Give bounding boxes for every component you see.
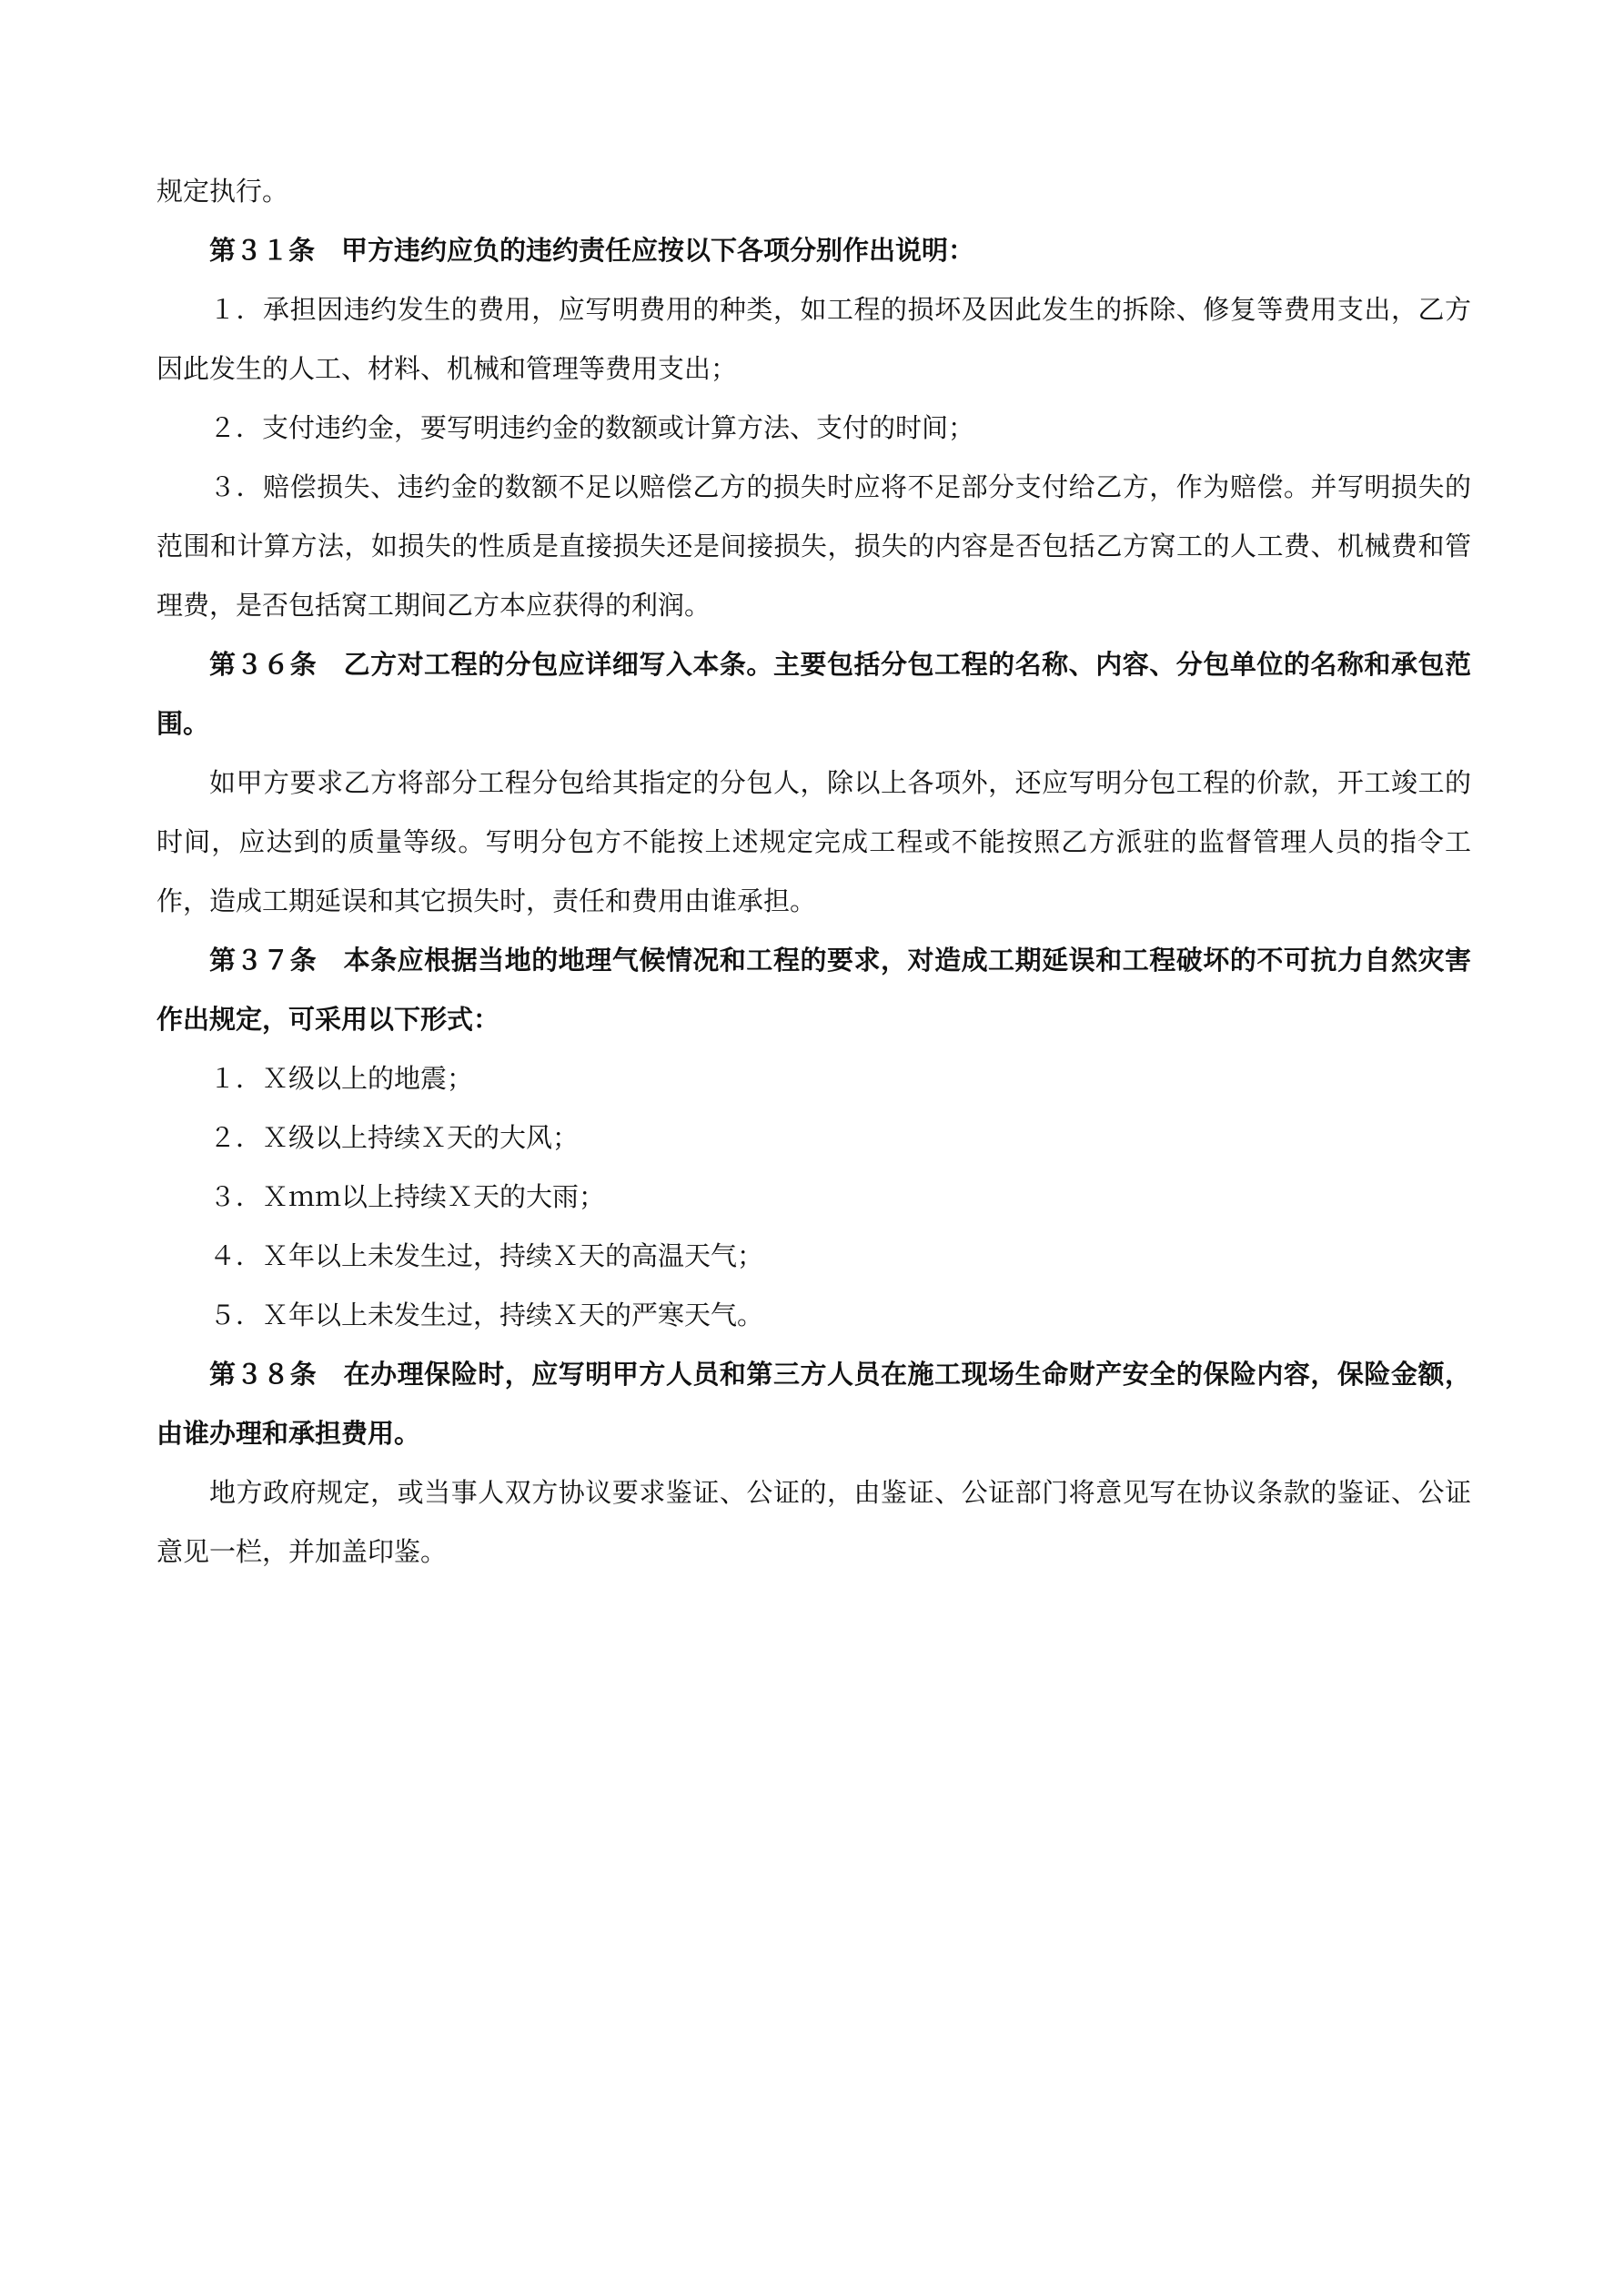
article-38-heading: 第３８条 在办理保险时，应写明甲方人员和第三方人员在施工现场生命财产安全的保险内容，保险金额，由谁办理和承担费用。: [156, 1359, 1471, 1449]
article-37-item-1: １．Ｘ级以上的地震；: [209, 1063, 474, 1094]
article-31-item-3: ３．赔偿损失、违约金的数额不足以赔偿乙方的损失时应将不足部分支付给乙方，作为赔偿。并写明损失的范围和计算方法，如损失的性质是直接损失还是间接损失，损失的内容是否包括乙方窝工的人工费、机械费和管理费，是否包括窝工期间乙方本应获得的利润。: [156, 471, 1471, 621]
article-31-item-1: １．承担因违约发生的费用，应写明费用的种类，如工程的损坏及因此发生的拆除、修复等费用支出，乙方因此发生的人工、材料、机械和管理等费用支出；: [156, 294, 1471, 384]
article-37-item-3: ３．Ｘｍｍ以上持续Ｘ天的大雨；: [209, 1181, 606, 1212]
article-37-item-2: ２．Ｘ级以上持续Ｘ天的大风；: [209, 1122, 580, 1153]
article-37-item-4: ４．Ｘ年以上未发生过，持续Ｘ天的高温天气；: [209, 1240, 764, 1271]
notarization-paragraph: 地方政府规定，或当事人双方协议要求鉴证、公证的，由鉴证、公证部门将意见写在协议条款的鉴证、公证意见一栏，并加盖印鉴。: [156, 1477, 1471, 1567]
article-31-heading: 第３１条 甲方违约应负的违约责任应按以下各项分别作出说明：: [209, 235, 975, 266]
article-37-heading: 第３７条 本条应根据当地的地理气候情况和工程的要求，对造成工期延误和工程破坏的不可抗力自然灾害作出规定，可采用以下形式：: [156, 945, 1471, 1035]
document-body: [156, 162, 1471, 1582]
article-37-item-5: ５．Ｘ年以上未发生过，持续Ｘ天的严寒天气。: [209, 1300, 764, 1330]
article-36-body: 如甲方要求乙方将部分工程分包给其指定的分包人，除以上各项外，还应写明分包工程的价款，开工竣工的时间，应达到的质量等级。写明分包方不能按上述规定完成工程或不能按照乙方派驻的监督管理人员的指令工作，造成工期延误和其它损失时，责任和费用由谁承担。: [156, 767, 1471, 916]
article-31-item-2: ２．支付违约金，要写明违约金的数额或计算方法、支付的时间；: [209, 412, 975, 443]
paragraph-continuation: 规定执行。: [156, 176, 289, 207]
article-36-heading: 第３６条 乙方对工程的分包应详细写入本条。主要包括分包工程的名称、内容、分包单位的名称和承包范围。: [156, 649, 1471, 739]
